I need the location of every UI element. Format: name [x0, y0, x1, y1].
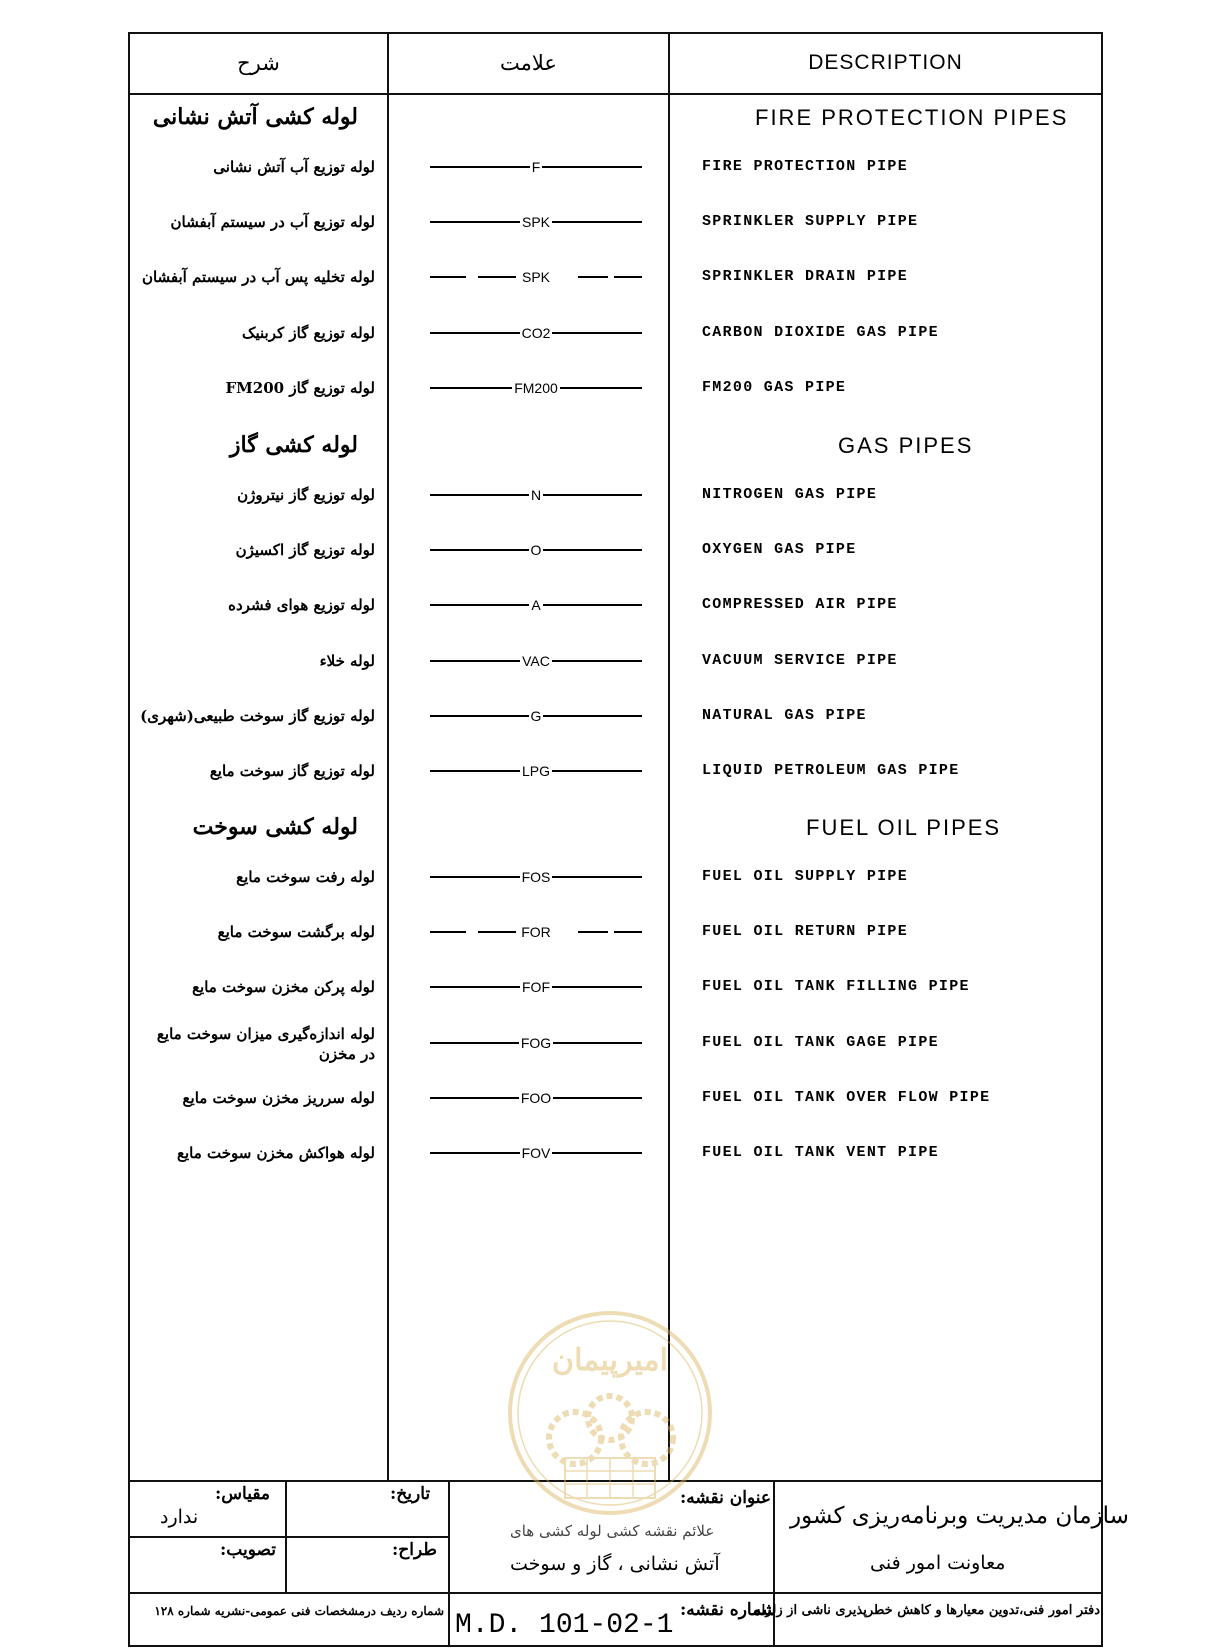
column-divider-1 — [387, 32, 389, 1480]
pipe-code-label — [430, 539, 642, 561]
pipe-symbol — [430, 594, 642, 616]
pipe-code-label — [430, 921, 642, 943]
pipe-code-label — [430, 322, 642, 344]
pipe-symbol — [430, 156, 642, 178]
pipe-symbol — [430, 760, 642, 782]
pipe-symbol — [430, 1142, 642, 1164]
header-en-description: DESCRIPTION — [808, 51, 963, 74]
section-title-fa: لوله کشی گاز — [229, 432, 358, 458]
pipe-symbol — [430, 539, 642, 561]
pipe-symbol — [430, 266, 642, 288]
scale-label: مقیاس: — [215, 1484, 271, 1504]
row-en-description: FUEL OIL TANK OVER FLOW PIPE — [702, 1088, 991, 1106]
section-title-fa: لوله کشی سوخت — [192, 814, 358, 840]
pipe-symbol — [430, 976, 642, 998]
pipe-symbol — [430, 377, 642, 399]
pipe-code-label — [430, 377, 642, 399]
row-en-description: OXYGEN GAS PIPE — [702, 541, 857, 559]
tb-row-line-3 — [773, 1592, 1103, 1594]
pipe-code-label — [430, 760, 642, 782]
title-block-top — [128, 1480, 1103, 1482]
section-title-fa: لوله کشی آتش نشانی — [152, 104, 358, 130]
row-fa-description: لوله توزیع گاز سوخت مایع — [209, 762, 375, 780]
row-fa-description: لوله خلاء — [319, 651, 375, 670]
row-en-description: SPRINKLER SUPPLY PIPE — [702, 213, 919, 231]
pipe-code-label — [430, 1032, 642, 1054]
pipe-code-text: A — [531, 597, 541, 614]
pipe-code-label — [430, 156, 642, 178]
row-fa-description: لوله پرکن مخزن سوخت مایع — [192, 978, 375, 997]
row-fa-description: لوله توزیع گاز اکسیژن — [235, 541, 375, 560]
row-en-description: FUEL OIL SUPPLY PIPE — [702, 868, 909, 885]
row-en-description: CARBON DIOXIDE GAS PIPE — [702, 323, 939, 341]
row-en-description: FUEL OIL RETURN PIPE — [702, 923, 909, 941]
pipe-code-text: FM200 — [514, 379, 558, 396]
watermark-text: امیرپیمان — [552, 1343, 668, 1378]
designer-label: طراح: — [392, 1540, 437, 1560]
row-fa-description: لوله رفت سوخت مایع — [236, 868, 375, 886]
pipe-symbol — [430, 866, 642, 888]
spec-row-label: شماره ردیف درمشخصات فنی عمومی-نشریه شماره ۱۲۸ — [154, 1604, 444, 1618]
org-line2: معاونت امور فنی — [870, 1552, 1006, 1574]
pipe-code-label — [430, 650, 642, 672]
map-title-line2: آتش نشانی ، گاز و سوخت — [510, 1553, 720, 1575]
pipe-symbol — [430, 1032, 642, 1054]
column-divider-2 — [668, 32, 670, 1480]
pipe-symbol — [430, 921, 642, 943]
pipe-code-text: FOS — [521, 869, 551, 885]
tb-divider-right — [773, 1480, 775, 1647]
row-fa-description: لوله توزیع گاز کربنیک — [242, 323, 375, 342]
pipe-code-label — [430, 976, 642, 998]
tb-row-line-1 — [128, 1536, 448, 1538]
pipe-code-label — [430, 211, 642, 233]
row-en-description: FM200 GAS PIPE — [702, 378, 847, 396]
section-title-en: FUEL OIL PIPES — [806, 815, 1002, 840]
approval-label: تصویب: — [220, 1540, 276, 1560]
pipe-code-text: LPG — [521, 763, 550, 779]
map-title-label: عنوان نقشه: — [680, 1488, 772, 1508]
pipe-code-text: FOO — [520, 1089, 552, 1106]
pipe-code-text: VAC — [522, 652, 550, 669]
pipe-code-text: SPK — [521, 269, 550, 286]
pipe-code-label — [430, 866, 642, 888]
pipe-symbol — [430, 705, 642, 727]
section-title-en: GAS PIPES — [838, 433, 974, 458]
row-en-description: LIQUID PETROLEUM GAS PIPE — [702, 762, 960, 779]
pipe-code-text: CO2 — [521, 324, 551, 341]
pipe-code-text: O — [530, 542, 542, 559]
pipe-code-text: N — [530, 487, 542, 503]
row-fa-description: لوله اندازه‌گیری میزان سوخت مایع در مخزن — [156, 1024, 375, 1063]
pipe-code-text: FOR — [521, 924, 551, 941]
pipe-symbol — [430, 211, 642, 233]
pipe-code-label — [430, 1087, 642, 1109]
map-number-value: M.D. 101-02-1 — [455, 1610, 674, 1641]
row-en-description: FUEL OIL TANK FILLING PIPE — [702, 978, 970, 996]
row-en-description: FIRE PROTECTION PIPE — [702, 158, 909, 175]
tb-divider-mid — [448, 1480, 450, 1647]
header-fa-description: شرح — [237, 51, 280, 75]
row-en-description: NITROGEN GAS PIPE — [702, 486, 878, 503]
tb-row-line-2 — [128, 1592, 773, 1594]
row-fa-description: لوله توزیع هوای فشرده — [228, 596, 375, 615]
row-fa-description: لوله سرریز مخزن سوخت مایع — [182, 1088, 375, 1107]
row-fa-description: لوله تخلیه پس آب در سیستم آبفشان — [141, 268, 375, 287]
section-title-en: FIRE PROTECTION PIPES — [755, 105, 1069, 130]
office-line: دفتر امور فنی،تدوین معیارها و کاهش خطرپذیری ناشی از زلزله — [754, 1603, 1100, 1618]
header-symbol: علامت — [500, 51, 557, 75]
pipe-symbol — [430, 1087, 642, 1109]
row-en-description: VACUUM SERVICE PIPE — [702, 651, 898, 669]
scale-value: ندارد — [160, 1506, 199, 1528]
pipe-code-label — [430, 266, 642, 288]
row-fa-description: لوله توزیع گاز FM200 — [225, 378, 375, 397]
row-en-description: FUEL OIL TANK GAGE PIPE — [702, 1033, 939, 1051]
pipe-code-text: FOF — [522, 979, 550, 996]
row-fa-description: لوله هواکش مخزن سوخت مایع — [176, 1144, 375, 1162]
pipe-code-label — [430, 705, 642, 727]
pipe-code-text: FOG — [520, 1034, 552, 1051]
row-fa-description: لوله برگشت سوخت مایع — [217, 923, 375, 942]
pipe-symbol — [430, 650, 642, 672]
row-fa-description: لوله توزیع آب در سیستم آبفشان — [170, 213, 375, 232]
pipe-code-text: G — [530, 707, 542, 724]
row-en-description: SPRINKLER DRAIN PIPE — [702, 268, 909, 286]
row-fa-description: لوله توزیع گاز نیتروژن — [237, 486, 375, 504]
row-en-description: NATURAL GAS PIPE — [702, 706, 867, 724]
org-line1: سازمان مدیریت وبرنامه‌ریزی کشور — [790, 1503, 1129, 1529]
row-en-description: COMPRESSED AIR PIPE — [702, 596, 898, 614]
pipe-code-text: SPK — [521, 214, 550, 231]
row-fa-description: لوله توزیع آب آتش نشانی — [213, 158, 375, 176]
row-fa-description: لوله توزیع گاز سوخت طبیعی(شهری) — [140, 706, 375, 725]
pipe-symbol — [430, 484, 642, 506]
pipe-code-label — [430, 484, 642, 506]
row-en-description: FUEL OIL TANK VENT PIPE — [702, 1144, 939, 1161]
pipe-code-text: F — [531, 159, 541, 175]
pipe-code-text: FOV — [521, 1145, 551, 1161]
pipe-symbol — [430, 322, 642, 344]
pipe-code-label — [430, 1142, 642, 1164]
date-label: تاریخ: — [390, 1484, 431, 1504]
pipe-code-label — [430, 594, 642, 616]
map-title-line1: علائم نقشه کشی لوله کشی های — [510, 1522, 715, 1540]
map-number-label: شماره نقشه: — [680, 1600, 777, 1620]
